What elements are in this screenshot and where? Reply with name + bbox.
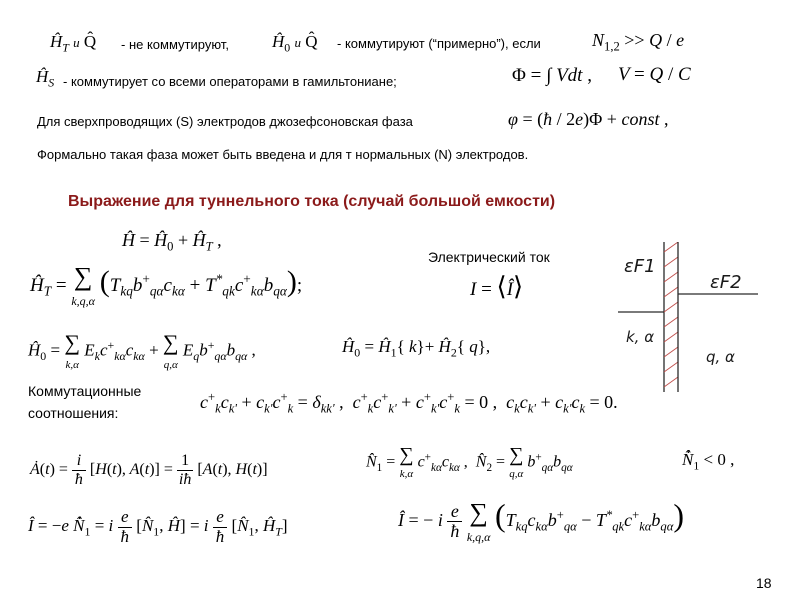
eq-H0-split: $Ĥ_0$ = $Ĥ_1${ $k\}+ Ĥ_2${ q},	[342, 337, 491, 360]
eq-H0-and-Q: $Ĥ_0$ и Q̂	[272, 32, 318, 55]
eq-phase: φ = (ħ / 2e)Φ + const ,	[508, 109, 669, 129]
text-commutation-2: соотношения:	[28, 405, 119, 421]
eq-H0-sum: $Ĥ_0$ = ∑ k,α $E_kc^+_{k\alpha}c_{k\alpha}$ + ∑ q,α $E_qb^+_{q\alpha}b_{q\alpha}$ ,	[28, 330, 256, 371]
energy-diagram	[618, 242, 768, 392]
text-not-commute: - не коммутируют,	[121, 37, 229, 52]
diagram-right-electrode	[678, 242, 758, 392]
text-commutation-1: Коммутационные	[28, 383, 142, 399]
text-commute-approx: - коммутируют (“примерно”), если	[337, 36, 541, 51]
label-ef2: εF2	[710, 272, 742, 293]
eq-N-condition: $N_{1,2} >> Q / e$	[592, 30, 685, 54]
label-q-alpha: q, α	[706, 348, 735, 366]
eq-number-operators: $N̂_1$ = ∑ k,α $c^+_{k\alpha}c_{k\alpha}$ , $N̂_2$ = ∑ q,α $b^+_{q\alpha}b_{q\alpha}$	[366, 444, 573, 480]
eq-N1-dot: $N̂̇_1 < 0$ ,	[682, 450, 735, 473]
eq-current-expanded: Î = − i e ħ ∑ k,q,α $(T_{kq}c_{k\alpha}b^+_{q\alpha} - T^*_{qk}c^+_{k\alpha}b_{q\alpha})$	[398, 497, 684, 544]
eq-hamiltonian: Ĥ = $Ĥ_0$ + $Ĥ_T$ ,	[122, 230, 222, 254]
text-commutes-all: - коммутирует со всеми операторами в гамильтониане;	[63, 74, 397, 89]
eq-current-expectation: I = ⟨Î⟩	[470, 272, 524, 301]
eq-commutation: $c^+_kc_{k'} + c_{k'}c^+_k = \delta_{kk'}$ , $c^+_kc^+_{k'} + c^+_{k'}c^+_k = 0$ , $c_kc_{k'} + c_{k'}c_k = 0$.	[200, 390, 618, 416]
eq-tunnel-hamiltonian: $Ĥ_T$ = ∑ k,q,α $(T_{kq}b^+_{q\alpha}c_{k\alpha} + T^*_{qk}c^+_{k\alpha}b_{q\alpha})$;	[30, 262, 303, 308]
eq-voltage: V = Q / C	[618, 64, 691, 85]
text-josephson-phase: Для сверхпроводящих (S) электродов джозефсоновская фаза	[37, 114, 413, 129]
eq-flux: Φ = ∫ Vdt ,	[512, 65, 592, 86]
label-k-alpha: k, α	[626, 328, 655, 346]
page-number: 18	[756, 575, 772, 591]
eq-HT-and-Q: $Ĥ_T$ и Q̂	[50, 32, 97, 55]
text-normal-electrodes: Формально такая фаза может быть введена и для т нормальных (N) электродов.	[37, 147, 529, 162]
barrier-hatch	[664, 242, 678, 387]
eq-heisenberg: Ȧ(t) = i ħ [H(t), $A(t)] = \frac{1}{iħ} [A(t)$, H(t)]	[30, 452, 268, 488]
eq-current-operator: Î = −e $N̂̇_1 = i$ e ħ [$N̂_1$, Ĥ] = i e ħ [$N̂_1$, $Ĥ_T$]	[28, 507, 288, 546]
section-heading: Выражение для туннельного тока (случай большой емкости)	[68, 193, 556, 210]
text-electric-current: Электрический ток	[428, 249, 550, 265]
eq-HS: $Ĥ_S$	[36, 67, 55, 90]
label-ef1: εF1	[624, 256, 656, 277]
